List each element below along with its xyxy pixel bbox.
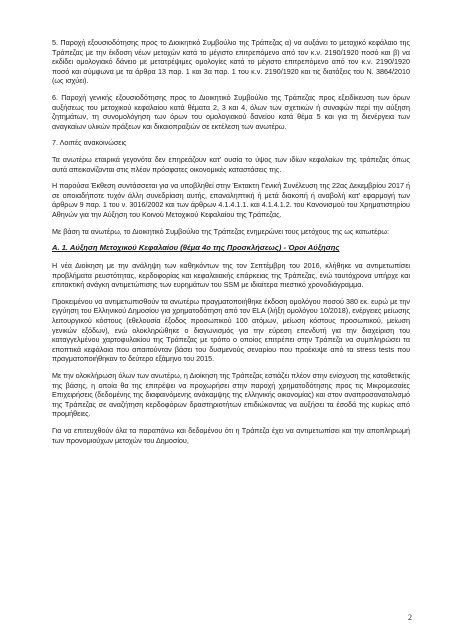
page-number: 2 — [408, 613, 412, 622]
paragraph-measures: Προκειμένου να αντιμετωπισθούν τα ανωτέρω πραγματοποιήθηκε έκδοση ομολόγου ποσού 380 εκ. ευρώ με την εγγύηση του Ελληνικού Δημοσίου για χρηματοδότηση από τον ELA (λήξη ομολόγου 10/2018), ενέργειες μείωσης λειτουργικού κόστους (εθελουσία έξοδος προσωπικού 100 ατόμων, μείωση κόστους προσωπικού, μείωση γενικών εξόδων), ενώ ολοκληρώθηκε ο διαγωνισμός για την εύρεση επενδυτή για την διαχείριση του καταγγελμένου χαρτοφυλακίου της Τράπεζας με τρόπο ο οποίος επιτρέπει στην Τράπεζα να συμπληρώσει τα εποπτικά κεφάλαια που απαιτούνταν βάσει του δυσμενούς σεναρίου που προέκυψε από τα stress tests που πραγματοποιήθηκαν το δεύτερο εξάμηνο του 2015. — [52, 296, 410, 364]
paragraph-report-purpose: Η παρούσα Έκθεση συντάσσεται για να υποβληθεί στην Έκτακτη Γενική Συνέλευση της 22ας Δεκεμβρίου 2017 ή σε οποιαδήποτε τυχόν άλλη συνεδρίαση αυτής, επαναληπτική ή μετά διακοπή ή αναβολή κατ' εφαρμογή των άρθρων 9 παρ. 1 του ν. 3016/2002 και των άρθρων 4.1.4.1.1. και 4.1.4.1.2. του Κανονισμού του Χρηματιστηρίου Αθηνών για την Αύξηση του Κοινού Μετοχικού Κεφαλαίου της Τράπεζας. — [52, 181, 410, 219]
paragraph-board-notice: Με βάση τα ανωτέρω, το Διοικητικό Συμβούλιο της Τράπεζας ενημερώνει τους μετόχους της ως κατωτέρω: — [52, 226, 390, 236]
paragraph-item-7: 7. Λοιπές ανακοινώσεις — [52, 138, 127, 148]
paragraph-closing: Για να επιτευχθούν όλα τα παραπάνω και δεδομένου ότι η Τράπεζα έχει να αντιμετωπίσει και την αποπληρωμή των προνομιούχων μετοχών του Δημοσίου, — [52, 426, 410, 445]
paragraph-equity-impact: Τα ανωτέρω εταιρικά γεγονότα δεν επηρεάζουν κατ' ουσία το ύψος των ιδίων κεφαλαίων της τράπεζας όπως αυτά απεικονίζονται στις πλέον πρόσφατες οικονομικές καταστάσεις της. — [52, 154, 410, 174]
paragraph-deposit-focus: Με την ολοκλήρωση όλων των ανωτέρω, η Διοίκηση της Τράπεζας εστιάζει πλέον στην ενίσχυση της καταθετικής της βάσης, η οποία θα της επιτρέψει να προχωρήσει στην παροχή χρηματοδότησης προς τις Μικρομεσαίες Επιχειρήσεις (δεδομένης της διαφαινόμενης ανάκαμψης της ελληνικής οικονομίας) και στον αναπροσανατολισμό της Τράπεζας σε αναζήτηση κερδοφόρων δραστηριοτήτων επιδιώκοντας να αυξήσει τα έσοδά της κυρίως από προμήθειες. — [52, 371, 410, 419]
paragraph-new-management: Η νέα Διοίκηση με την ανάληψη των καθηκόντων της τον Σεπτέμβρη του 2016, κλήθηκε να αντιμετωπίσει προβλήματα ρευστότητας, κερδοφορίας και κεφαλαιακής επάρκειας της Τράπεζας, ενώ ταυτόχρονα υπήρχε και επιτακτική ανάγκη αντιμετώπισης των ευρημάτων του SSM με ιδιαίτερα πιεστικό χρονοδιάγραμμα. — [52, 261, 410, 290]
paragraph-item-6: 6. Παροχή γενικής εξουσιοδότησης προς το Διοικητικό Συμβούλιο της Τράπεζας προς εξειδίκευση των όρων αυξήσεως του μετοχικού κεφαλαίου κατά θέματα 2, 3 και 4, όλων των σχετικών ή συναφών περί την αύξηση ζητημάτων, τη συνομολόγηση των όρων του ομολογιακού δανείου κατά θέμα 5 και για τη διενέργεια των αναγκαίων υλικών πράξεων και δικαιοπραξιών σε εκτέλεση των ανωτέρω. — [52, 92, 410, 131]
paragraph-item-5: 5. Παροχή εξουσιοδότησης προς το Διοικητικό Συμβούλιο της Τράπεζας α) να αυξάνει το μετοχικό κεφάλαιο της Τράπεζας με την έκδοση νέων μετοχών κατά το μέγιστο επιτρεπόμενο από τον κ.ν. 2190/1920 ποσό και β) να εκδίδει ομολογιακό δάνειο με μετατρέψιμες ομολογίες κατά το μέγιστο επιτρεπόμενο από τον κ.ν. 2190/1920 ποσό και σύμφωνα με τα άρθρα 13 παρ. 1 και 3α παρ. 1 του κ.ν. 2190/1920 και τις διατάξεις του Ν. 3864/2010 (ως ισχύει). — [52, 38, 410, 86]
section-heading: Α. 1. Αύξηση Μετοχικού Κεφαλαίου (θέμα 4ο της Προσκλήσεως) - Όροι Αύξησης — [52, 243, 340, 253]
